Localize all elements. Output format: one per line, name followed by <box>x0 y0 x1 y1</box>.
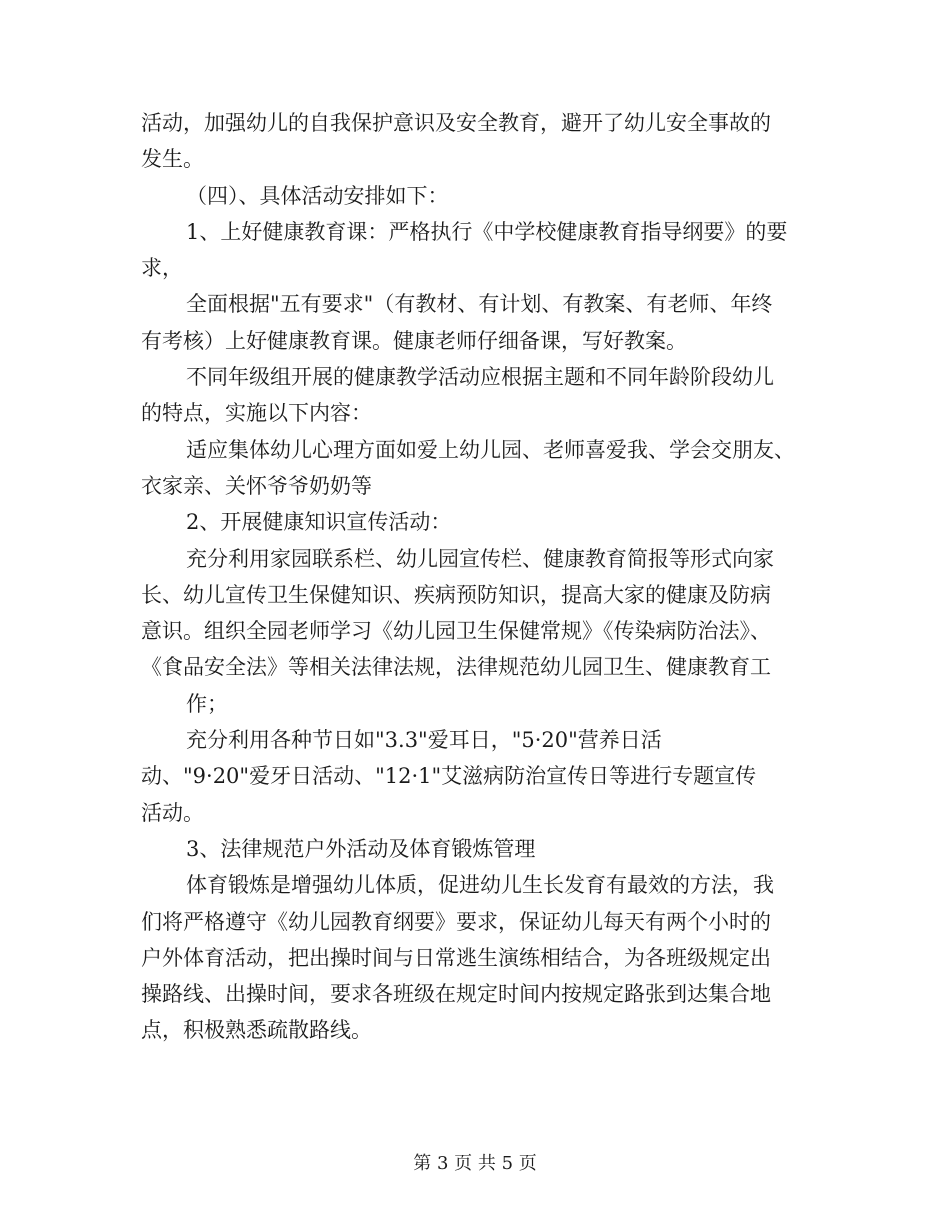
text-line-19: 动、"9·20"爱牙日活动、"12·1"艾滋病防治宣传日等进行专题宣传 <box>141 764 757 789</box>
text-line-17: 作； <box>186 691 228 716</box>
text-line-24: 户外体育活动，把出操时间与日常逃生演练相结合，为各班级规定出 <box>141 945 771 970</box>
section-heading: （四）、具体活动安排如下： <box>186 183 449 208</box>
text-line-8: 不同年级组开展的健康教学活动应根据主题和不同年龄阶段幼儿 <box>186 365 774 390</box>
text-line-7: 有考核）上好健康教育课。健康老师仔细备课，写好教案。 <box>141 328 687 353</box>
text-line-12: 2、开展健康知识宣传活动： <box>186 510 452 535</box>
text-line-14: 长、幼儿宣传卫生保健知识、疾病预防知识，提高大家的健康及防病 <box>141 582 771 607</box>
text-line-6: 全面根据"五有要求"（有教材、有计划、有教案、有老师、年终 <box>186 292 773 317</box>
text-line-22: 体育锻炼是增强幼儿体质，促进幼儿生长发育有最效的方法，我 <box>186 873 774 898</box>
document-body <box>141 105 816 1049</box>
text-line-9: 的特点，实施以下内容： <box>141 401 372 426</box>
text-line-26: 点，积极熟悉疏散路线。 <box>141 1018 372 1043</box>
text-line-16: 《食品安全法》等相关法律法规，法律规范幼儿园卫生、健康教育工 <box>141 655 771 680</box>
text-line-1: 活动，加强幼儿的自我保护意识及安全教育，避开了幼儿安全事故的 <box>141 111 771 135</box>
text-line-2: 发生。 <box>141 147 204 172</box>
text-line-25: 操路线、出操时间，要求各班级在规定时间内按规定路张到达集合地 <box>141 982 771 1007</box>
text-line-23: 们将严格遵守《幼儿园教育纲要》要求，保证幼儿每天有两个小时的 <box>141 909 771 934</box>
text-line-21: 3、法律规范户外活动及体育锻炼管理 <box>186 836 536 861</box>
text-line-5: 求， <box>141 256 183 281</box>
text-line-10: 适应集体幼儿心理方面如爱上幼儿园、老师喜爱我、学会交朋友、 <box>186 437 795 462</box>
text-line-13: 充分利用家园联系栏、幼儿园宣传栏、健康教育简报等形式向家 <box>186 546 774 571</box>
page-number: 第 3 页 共 5 页 <box>413 1153 537 1174</box>
text-line-11: 衣家亲、关怀爷爷奶奶等 <box>141 473 372 498</box>
text-line-18: 充分利用各种节日如"3.3"爱耳日，"5·20"营养日活 <box>186 728 662 753</box>
text-line-15: 意识。组织全园老师学习《幼儿园卫生保健常规》《传染病防治法》、 <box>141 619 771 644</box>
text-line-20: 活动。 <box>141 800 204 825</box>
text-line-4: 1、上好健康教育课：严格执行《中学校健康教育指导纲要》的要 <box>186 219 788 244</box>
